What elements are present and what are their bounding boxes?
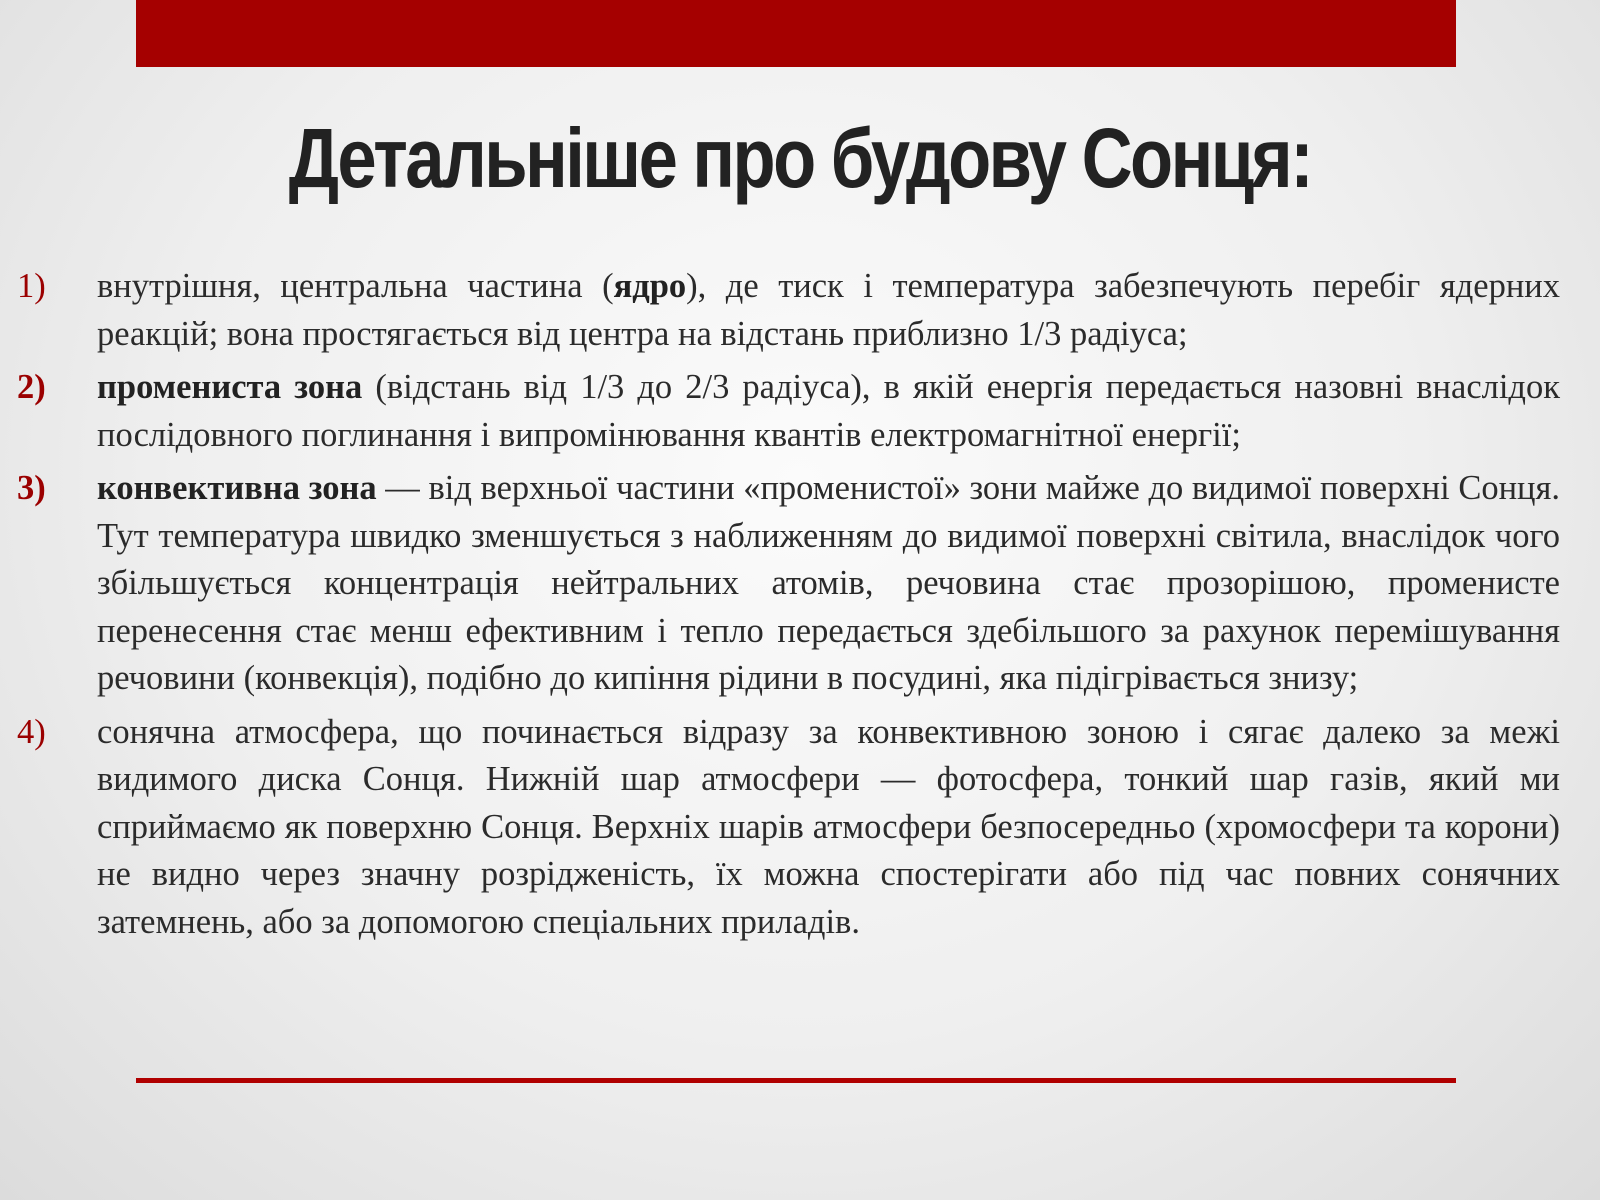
item-text-pre: внутрішня, центральна частина (	[97, 267, 614, 305]
list-item-core	[0, 263, 1600, 358]
item-number: 2)	[17, 368, 46, 406]
top-accent-bar	[136, 0, 1456, 67]
item-text: сонячна атмосфера, що починається відразу за конвективною зоною і сягає далеко за межі видимого диска Сонця. Нижній шар атмосфери — фотосфера, тонкий шар газів, який ми сприймаємо як поверхню Сонця. Верхніх шарів атмосфери безпосередньо (хромосфери та корони) не видно через значну розрідженість, їх можна спостерігати або під час повних сонячних затемнень, або за допомогою спеціальних приладів.	[97, 712, 1560, 941]
item-number: 1)	[17, 267, 46, 305]
list-item-atmosphere	[0, 709, 1600, 947]
numbered-list	[0, 263, 1600, 952]
item-text-post: — від верхньої частини «променистої» зони майже до видимої поверхні Сонця. Тут температура швидко зменшується з наближенням до видимої поверхні світила, внаслідок чого збільшується концентрація нейтральних атомів, речовина стає прозорішою, променисте перенесення стає менш ефективним і тепло передається здебільшого за рахунок перемішування речовини (конвекція), подібно до кипіння рідини в посудині, яка підігрівається знизу;	[97, 469, 1561, 697]
slide-title: Детальніше про будову Сонця:	[288, 111, 1312, 205]
item-text-post: (відстань від 1/3 до 2/3 радіуса), в якій енергія передається назовні внаслідок послідовного поглинання і випромінювання квантів електромагнітної енергії;	[97, 368, 1560, 454]
item-text-post: ), де тиск і температура забезпечують перебіг ядерних реакцій; вона простягається від центра на відстань приблизно 1/3 радіуса;	[97, 267, 1560, 353]
item-term-core: ядро	[613, 267, 687, 305]
item-term-radiative-zone: промениста зона	[97, 368, 363, 406]
list-item-radiative-zone	[0, 364, 1600, 459]
item-number: 3)	[17, 469, 46, 507]
bottom-divider	[136, 1078, 1456, 1083]
item-term-convective-zone: конвективна зона	[97, 469, 377, 507]
item-number: 4)	[17, 712, 46, 751]
list-item-convective-zone	[0, 465, 1600, 703]
